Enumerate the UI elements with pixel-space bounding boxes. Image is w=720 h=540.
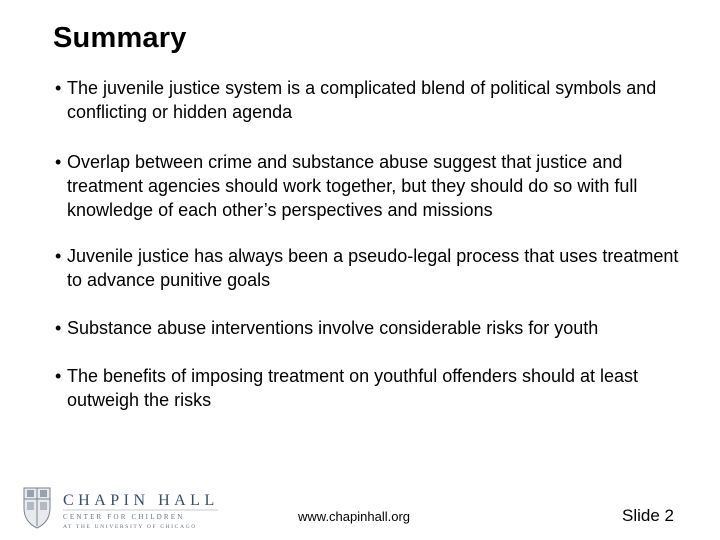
bullet-text: The benefits of imposing treatment on youthful offenders should at least outweigh the risks: [67, 366, 639, 410]
logo-line1: CENTER FOR CHILDREN: [63, 513, 185, 521]
crest-icon: [24, 488, 50, 528]
bullet-text: Juvenile justice has always been a pseudo-legal process that uses treatment to advance punitive goals: [67, 246, 679, 290]
bullet-item: [55, 244, 695, 292]
bullet-item: [55, 150, 695, 222]
bullet-marker: •: [55, 318, 62, 338]
bullet-item: [55, 364, 695, 412]
bullet-text: The juvenile justice system is a complicated blend of political symbols and conflicting or hidden agenda: [67, 78, 657, 122]
bullet-marker: •: [55, 246, 62, 266]
bullet-marker: •: [55, 366, 62, 386]
bullet-text: Overlap between crime and substance abuse suggest that justice and treatment agencies should work together, but they should do so with full knowledge of each other’s perspectives and missions: [67, 152, 638, 220]
logo-line2: AT THE UNIVERSITY OF CHICAGO: [63, 524, 197, 530]
chapin-hall-logo: [22, 486, 222, 530]
bullet-text: Substance abuse interventions involve considerable risks for youth: [67, 318, 599, 338]
bullet-item: [55, 316, 598, 340]
bullet-item: [55, 76, 695, 124]
footer-url[interactable]: www.chapinhall.org: [298, 509, 411, 524]
bullet-marker: •: [55, 78, 62, 98]
logo-name: CHAPIN HALL: [63, 492, 219, 509]
bullet-marker: •: [55, 152, 62, 172]
chapin-hall-logo-graphic: [22, 486, 222, 530]
slide-title: Summary: [53, 22, 187, 54]
slide-number: Slide 2: [622, 506, 674, 525]
